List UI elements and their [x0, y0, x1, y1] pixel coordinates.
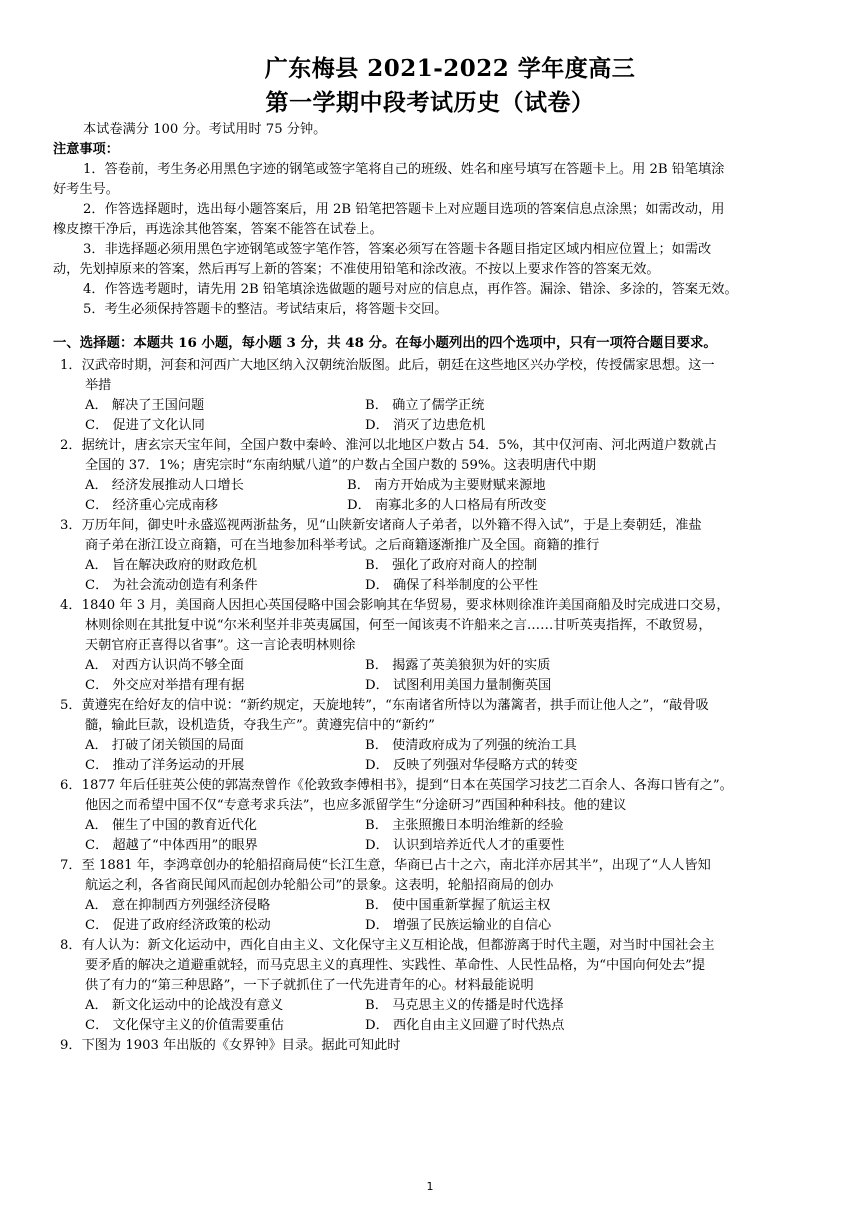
note-line: 2．作答选择题时，选出每小题答案后，用 2B 铅笔把答题卡上对应题目选项的答案信息点涂黑；如需改动，用 [83, 202, 725, 217]
option-c: C． 外交应对举措有理有据 [85, 678, 245, 693]
question-8-line: 8．有人认为：新文化运动中，西化自由主义、文化保守主义互相论战，但都游离于时代主题，对当时中国社会主 [60, 938, 715, 953]
question-1-line: 1．汉武帝时期，河套和河西广大地区纳入汉朝统治版图。此后，朝廷在这些地区兴办学校，传授儒家思想。这一 [60, 358, 715, 373]
question-4-line: 林则徐则在其批复中说“尔米利坚并非英夷属国，何至一闻该夷不许船来之言……甘听英夷指挥，不敢贸易， [85, 618, 712, 633]
question-6-line: 6．1877 年后任驻英公使的郭嵩焘曾作《伦敦致李傅相书》，提到“日本在英国学习技艺二百余人、各海口皆有之”。 [60, 778, 733, 793]
option-c: C． 促进了政府经济政策的松动 [85, 918, 271, 933]
option-c: C． 经济重心完成南移 [85, 498, 218, 513]
option-a: A． 催生了中国的教育近代化 [85, 818, 257, 833]
option-d: D． 确保了科举制度的公平性 [365, 578, 539, 593]
option-d: D． 认识到培养近代人才的重要性 [365, 838, 565, 853]
option-b: B． 使中国重新掌握了航运主权 [365, 898, 551, 913]
question-5-line: 髓，输此巨款，设机造货，夺我生产”。黄遵宪信中的“新约” [85, 718, 435, 733]
question-7-line: 航运之利，各省商民闻风而起创办轮船公司”的景象。这表明，轮船招商局的创办 [85, 878, 554, 893]
question-3-line: 3．万历年间，御史叶永盛巡视两浙盐务，见“山陕新安诸商人子弟者，以外籍不得入试”，于是上奏朝廷，准盐 [60, 518, 702, 533]
option-b: B． 确立了儒学正统 [365, 398, 485, 413]
option-c: C． 推动了洋务运动的开展 [85, 758, 245, 773]
question-7-line: 7．至 1881 年，李鸿章创办的轮船招商局使“长江生意，华商已占十之六，南北洋亦居其半”，出现了“人人皆知 [60, 858, 711, 873]
question-9-line: 9．下图为 1903 年出版的《女界钟》目录。据此可知此时 [60, 1038, 401, 1053]
page-number: 1 [426, 1180, 434, 1193]
question-8-line: 要矛盾的解决之道避重就轻，而马克思主义的真理性、实践性、革命性、人民性品格，为“中国向何处去”提 [85, 958, 706, 973]
question-6-line: 他因之而希望中国不仅“专意考求兵法”，也应多派留学生“分途研习”西国种种科技。他的建议 [85, 798, 627, 813]
note-line: 好考生号。 [53, 182, 119, 197]
intro-text: 本试卷满分 100 分。考试用时 75 分钟。 [83, 122, 327, 137]
option-b: B． 强化了政府对商人的控制 [365, 558, 538, 573]
option-c: C． 促进了文化认同 [85, 418, 205, 433]
question-8-line: 供了有力的“第三种思路”，一下子就抓住了一代先进青年的心。材料最能说明 [85, 978, 534, 993]
option-a: A． 对西方认识尚不够全面 [85, 658, 244, 673]
question-3-line: 商子弟在浙江设立商籍，可在当地参加科举考试。之后商籍逐渐推广及全国。商籍的推行 [85, 538, 600, 553]
option-b: B． 使清政府成为了列强的统治工具 [365, 738, 577, 753]
section-heading: 一、选择题：本题共 16 小题，每小题 3 分，共 48 分。在每小题列出的四个选项中，只有一项符合题目要求。 [53, 335, 717, 351]
option-a: A． 旨在解决政府的财政危机 [85, 558, 257, 573]
option-a: A． 解决了王国问题 [85, 398, 205, 413]
option-d: D． 西化自由主义回避了时代热点 [365, 1018, 565, 1033]
note-line: 动，先划掉原来的答案，然后再写上新的答案；不准使用铅笔和涂改液。不按以上要求作答的答案无效。 [53, 262, 660, 277]
option-b: B． 马克思主义的传播是时代选择 [365, 998, 564, 1013]
option-b: B． 南方开始成为主要财赋来源地 [347, 478, 546, 493]
option-c: C． 超越了“中体西用”的眼界 [85, 838, 258, 853]
option-d: D． 反映了列强对华侵略方式的转变 [365, 758, 578, 773]
option-a: A． 打破了闭关锁国的局面 [85, 738, 244, 753]
option-b: B． 主张照搬日本明治维新的经验 [365, 818, 564, 833]
question-4-line: 4．1840 年 3 月，美国商人因担心英国侵略中国会影响其在华贸易，要求林则徐准许美国商船及时完成进口交易， [60, 598, 730, 613]
option-c: C． 文化保守主义的价值需要重估 [85, 1018, 284, 1033]
title-line-1: 广东梅县 2021-2022 学年度高三 [264, 55, 636, 82]
option-d: D． 消灭了边患危机 [365, 418, 486, 433]
option-d: D． 增强了民族运输业的自信心 [365, 918, 552, 933]
note-line: 1．答卷前，考生务必用黑色字迹的钢笔或签字笔将自己的班级、姓名和座号填写在答题卡上。用 2B 铅笔填涂 [83, 162, 725, 177]
option-c: C． 为社会流动创造有利条件 [85, 578, 258, 593]
note-line: 橡皮擦干净后，再选涂其他答案，答案不能答在试卷上。 [53, 222, 383, 237]
title-line-2: 第一学期中段考试历史（试卷） [265, 89, 595, 116]
question-5-line: 5．黄遵宪在给好友的信中说：“新约规定，天旋地转”，“东南诸省所恃以为藩篱者，拱手而让他人之”，“敲骨吸 [60, 698, 709, 713]
option-a: A． 新文化运动中的论战没有意义 [85, 998, 284, 1013]
option-a: A． 经济发展推动人口增长 [85, 478, 244, 493]
option-a: A． 意在抑制西方列强经济侵略 [85, 898, 271, 913]
question-2-line: 全国的 37．1%；唐宪宗时“东南纳赋八道”的户数占全国户数的 59%。这表明唐代中期 [85, 458, 596, 473]
option-d: D． 试图利用美国力量制衡英国 [365, 678, 552, 693]
notes-heading: 注意事项： [53, 142, 119, 157]
note-line: 4．作答选考题时，请先用 2B 铅笔填涂选做题的题号对应的信息点，再作答。漏涂、错涂、多涂的，答案无效。 [83, 282, 738, 297]
question-1-line: 举措 [85, 378, 112, 393]
option-d: D． 南寡北多的人口格局有所改变 [347, 498, 547, 513]
note-line: 3．非选择题必须用黑色字迹钢笔或签字笔作答，答案必须写在答题卡各题目指定区域内相应位置上；如需改 [83, 242, 712, 257]
option-b: B． 揭露了英美狼狈为奸的实质 [365, 658, 551, 673]
question-4-line: 天朝官府正喜得以省事”。这一言论表明林则徐 [85, 638, 356, 653]
question-2-line: 2．据统计，唐玄宗天宝年间，全国户数中秦岭、淮河以北地区户数占 54．5%，其中仅河南、河北两道户数就占 [60, 438, 717, 453]
note-line: 5．考生必须保持答题卡的整洁。考试结束后，将答题卡交回。 [83, 302, 448, 317]
